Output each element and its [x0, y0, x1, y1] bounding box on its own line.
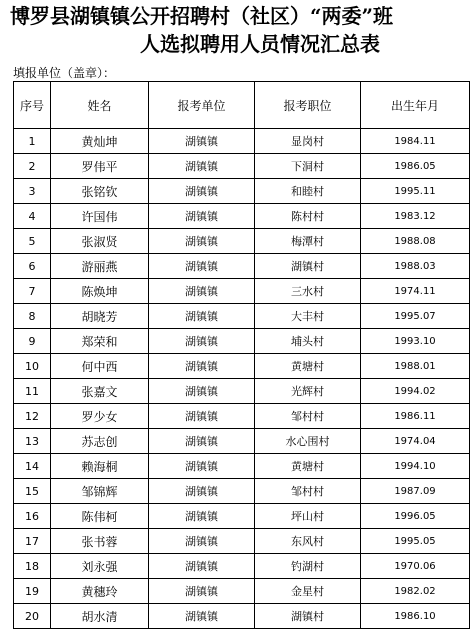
cell-name: 胡晓芳	[51, 304, 149, 329]
cell-name: 黄穗玲	[51, 579, 149, 604]
table-row	[14, 479, 470, 504]
table-row	[14, 329, 470, 354]
cell-unit: 湖镇镇	[149, 329, 255, 354]
cell-post: 光辉村	[255, 379, 361, 404]
table-row	[14, 354, 470, 379]
cell-name: 张铭钦	[51, 179, 149, 204]
cell-unit: 湖镇镇	[149, 554, 255, 579]
cell-post: 大丰村	[255, 304, 361, 329]
cell-unit: 湖镇镇	[149, 379, 255, 404]
cell-birth: 1986.11	[361, 404, 470, 429]
cell-unit: 湖镇镇	[149, 354, 255, 379]
table-row	[14, 554, 470, 579]
table-row	[14, 429, 470, 454]
header-name: 姓名	[51, 82, 149, 129]
table-row	[14, 279, 470, 304]
cell-no: 16	[14, 504, 51, 529]
table-row	[14, 254, 470, 279]
cell-name: 张淑贤	[51, 229, 149, 254]
cell-post: 坪山村	[255, 504, 361, 529]
table-row	[14, 304, 470, 329]
cell-post: 湖镇村	[255, 604, 361, 629]
cell-post: 埔头村	[255, 329, 361, 354]
header-post: 报考职位	[255, 82, 361, 129]
cell-unit: 湖镇镇	[149, 579, 255, 604]
cell-name: 陈伟柯	[51, 504, 149, 529]
cell-post: 邹村村	[255, 479, 361, 504]
cell-name: 罗伟平	[51, 154, 149, 179]
cell-unit: 湖镇镇	[149, 479, 255, 504]
cell-no: 1	[14, 129, 51, 154]
cell-name: 游丽燕	[51, 254, 149, 279]
cell-no: 15	[14, 479, 51, 504]
cell-name: 苏志创	[51, 429, 149, 454]
cell-birth: 1986.10	[361, 604, 470, 629]
table-row	[14, 379, 470, 404]
table-row	[14, 529, 470, 554]
cell-birth: 1987.09	[361, 479, 470, 504]
table-row	[14, 204, 470, 229]
cell-name: 胡水清	[51, 604, 149, 629]
cell-unit: 湖镇镇	[149, 254, 255, 279]
cell-no: 3	[14, 179, 51, 204]
table-body	[14, 129, 470, 629]
cell-birth: 1986.05	[361, 154, 470, 179]
cell-name: 邹锦辉	[51, 479, 149, 504]
cell-post: 陈村村	[255, 204, 361, 229]
cell-name: 张嘉文	[51, 379, 149, 404]
cell-post: 金星村	[255, 579, 361, 604]
cell-birth: 1994.02	[361, 379, 470, 404]
cell-name: 许国伟	[51, 204, 149, 229]
cell-no: 6	[14, 254, 51, 279]
cell-birth: 1983.12	[361, 204, 470, 229]
cell-no: 10	[14, 354, 51, 379]
cell-birth: 1995.07	[361, 304, 470, 329]
table-row	[14, 579, 470, 604]
title-line-2: 人选拟聘用人员情况汇总表	[140, 32, 380, 56]
cell-birth: 1988.08	[361, 229, 470, 254]
cell-post: 和睦村	[255, 179, 361, 204]
header-birth: 出生年月	[361, 82, 470, 129]
cell-no: 11	[14, 379, 51, 404]
table-row	[14, 229, 470, 254]
cell-unit: 湖镇镇	[149, 504, 255, 529]
table-row	[14, 154, 470, 179]
cell-no: 18	[14, 554, 51, 579]
table-row	[14, 179, 470, 204]
cell-name: 郑荣和	[51, 329, 149, 354]
cell-post: 下洞村	[255, 154, 361, 179]
table-header-row	[14, 82, 470, 129]
cell-name: 罗少女	[51, 404, 149, 429]
cell-birth: 1994.10	[361, 454, 470, 479]
cell-name: 黄灿坤	[51, 129, 149, 154]
cell-unit: 湖镇镇	[149, 404, 255, 429]
cell-unit: 湖镇镇	[149, 454, 255, 479]
cell-post: 湖镇村	[255, 254, 361, 279]
cell-name: 赖海桐	[51, 454, 149, 479]
cell-birth: 1995.05	[361, 529, 470, 554]
cell-birth: 1970.06	[361, 554, 470, 579]
cell-no: 8	[14, 304, 51, 329]
cell-post: 梅潭村	[255, 229, 361, 254]
cell-unit: 湖镇镇	[149, 304, 255, 329]
cell-birth: 1982.02	[361, 579, 470, 604]
cell-post: 黄塘村	[255, 454, 361, 479]
cell-post: 水心围村	[255, 429, 361, 454]
cell-post: 邹村村	[255, 404, 361, 429]
cell-name: 张书蓉	[51, 529, 149, 554]
cell-no: 9	[14, 329, 51, 354]
cell-no: 2	[14, 154, 51, 179]
cell-no: 5	[14, 229, 51, 254]
filler-label: 填报单位（盖章）：	[13, 66, 116, 80]
cell-post: 显岗村	[255, 129, 361, 154]
cell-birth: 1995.11	[361, 179, 470, 204]
cell-birth: 1988.03	[361, 254, 470, 279]
cell-post: 钓湖村	[255, 554, 361, 579]
cell-unit: 湖镇镇	[149, 229, 255, 254]
table-row	[14, 504, 470, 529]
cell-birth: 1974.04	[361, 429, 470, 454]
cell-name: 陈焕坤	[51, 279, 149, 304]
cell-unit: 湖镇镇	[149, 129, 255, 154]
cell-no: 13	[14, 429, 51, 454]
cell-post: 黄塘村	[255, 354, 361, 379]
table-row	[14, 454, 470, 479]
cell-no: 14	[14, 454, 51, 479]
table-row	[14, 404, 470, 429]
cell-birth: 1988.01	[361, 354, 470, 379]
cell-post: 东风村	[255, 529, 361, 554]
header-unit: 报考单位	[149, 82, 255, 129]
cell-unit: 湖镇镇	[149, 279, 255, 304]
cell-unit: 湖镇镇	[149, 204, 255, 229]
cell-birth: 1993.10	[361, 329, 470, 354]
cell-no: 17	[14, 529, 51, 554]
cell-no: 7	[14, 279, 51, 304]
cell-post: 三水村	[255, 279, 361, 304]
cell-name: 刘永强	[51, 554, 149, 579]
title-line-1: 博罗县湖镇镇公开招聘村（社区）“两委”班	[10, 4, 394, 28]
cell-unit: 湖镇镇	[149, 429, 255, 454]
table-row	[14, 129, 470, 154]
cell-name: 何中西	[51, 354, 149, 379]
cell-no: 12	[14, 404, 51, 429]
header-no: 序号	[14, 82, 51, 129]
cell-unit: 湖镇镇	[149, 604, 255, 629]
personnel-table	[13, 81, 470, 629]
cell-birth: 1996.05	[361, 504, 470, 529]
cell-unit: 湖镇镇	[149, 529, 255, 554]
table-row	[14, 604, 470, 629]
cell-birth: 1974.11	[361, 279, 470, 304]
cell-unit: 湖镇镇	[149, 179, 255, 204]
cell-no: 19	[14, 579, 51, 604]
cell-birth: 1984.11	[361, 129, 470, 154]
cell-no: 20	[14, 604, 51, 629]
cell-no: 4	[14, 204, 51, 229]
cell-unit: 湖镇镇	[149, 154, 255, 179]
